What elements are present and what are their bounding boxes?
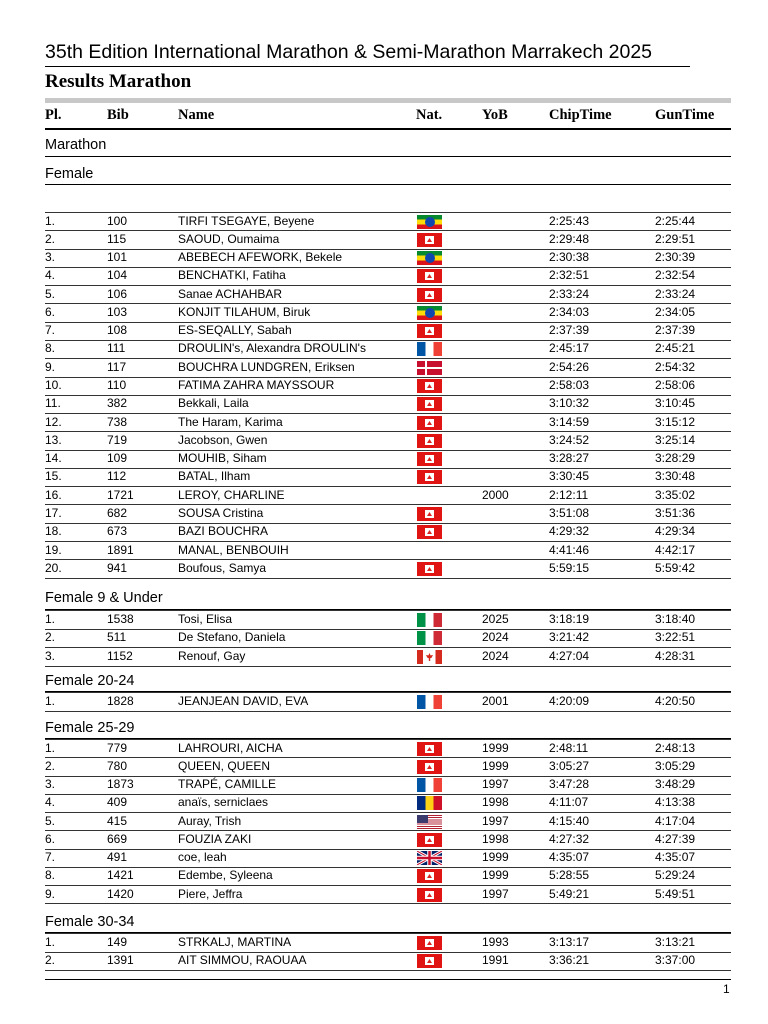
france-flag [417,778,442,792]
year-of-birth-cell: 1999 [482,850,509,864]
gun-time-cell: 3:05:29 [655,759,696,773]
athlete-name-cell: anaïs, serniclaes [178,795,269,809]
chip-time-cell: 4:15:40 [549,814,590,828]
chip-time-cell: 4:41:46 [549,543,590,557]
gun-time-cell: 3:51:36 [655,506,696,520]
athlete-name-cell: The Haram, Karima [178,415,283,429]
table-row-rule [45,504,731,505]
year-of-birth-cell: 2025 [482,612,509,626]
athlete-name-cell: BOUCHRA LUNDGREN, Eriksen [178,360,355,374]
morocco-flag [417,525,442,539]
athlete-name-cell: MOUHIB, Siham [178,451,267,465]
table-row-rule [45,340,731,341]
chip-time-cell: 5:59:15 [549,561,590,575]
athlete-name-cell: DROULIN's, Alexandra DROULIN's [178,341,366,355]
bib-cell: 719 [107,433,128,447]
chip-time-cell: 2:48:11 [549,741,589,755]
table-row-rule [45,578,731,579]
category-heading: Female 20-24 [45,673,135,689]
chip-time-cell: 4:11:07 [549,795,589,809]
table-row-rule [45,431,731,432]
table-row-rule [45,739,731,740]
column-header-bib: Bib [107,107,129,123]
gun-time-cell: 3:10:45 [655,396,696,410]
year-of-birth-cell: 1997 [482,814,509,828]
chip-time-cell: 2:25:43 [549,214,590,228]
table-row-rule [45,559,731,560]
athlete-name-cell: ES-SEQALLY, Sabah [178,323,292,337]
section-rule [45,156,731,157]
table-row-rule [45,812,731,813]
gun-time-cell: 2:45:21 [655,341,696,355]
bib-cell: 738 [107,415,128,429]
chip-time-cell: 2:58:03 [549,378,590,392]
category-heading: Female 9 & Under [45,590,163,606]
year-of-birth-cell: 1991 [482,953,509,967]
ethiopia-flag [417,215,442,229]
year-of-birth-cell: 1998 [482,795,509,809]
year-of-birth-cell: 1998 [482,832,509,846]
place-cell: 5. [45,814,56,828]
gun-time-cell: 2:33:24 [655,287,696,301]
morocco-flag [417,936,442,950]
athlete-name-cell: QUEEN, QUEEN [178,759,271,773]
table-row-rule [45,867,731,868]
gun-time-cell: 3:30:48 [655,469,696,483]
bib-cell: 673 [107,524,128,538]
chip-time-cell: 2:37:39 [549,323,590,337]
athlete-name-cell: TRAPÉ, CAMILLE [178,777,277,791]
chip-time-cell: 5:49:21 [549,887,590,901]
document-title: 35th Edition International Marathon & Semi-Marathon Marrakech 2025 [45,41,653,63]
morocco-flag [417,470,442,484]
bib-cell: 106 [107,287,128,301]
gun-time-cell: 4:20:50 [655,694,696,708]
chip-time-cell: 3:36:21 [549,953,590,967]
gun-time-cell: 4:42:17 [655,543,696,557]
athlete-name-cell: FATIMA ZAHRA MAYSSOUR [178,378,335,392]
athlete-name-cell: TIRFI TSEGAYE, Beyene [178,214,315,228]
chip-time-cell: 3:47:28 [549,777,590,791]
bib-cell: 1152 [107,649,133,663]
place-cell: 1. [45,612,56,626]
athlete-name-cell: BAZI BOUCHRA [178,524,269,538]
place-cell: 1. [45,935,56,949]
denmark-flag [417,361,442,375]
gun-time-cell: 3:22:51 [655,630,696,644]
bib-cell: 110 [107,378,127,392]
gun-time-cell: 5:59:42 [655,561,696,575]
place-cell: 9. [45,360,56,374]
gun-time-cell: 2:58:06 [655,378,696,392]
bib-cell: 117 [107,360,127,374]
table-row-rule [45,267,731,268]
column-header-rule [45,128,731,130]
column-header-year-of-birth: YoB [482,107,508,123]
table-row-rule [45,711,731,712]
athlete-name-cell: BENCHATKI, Fatiha [178,268,286,282]
table-row-rule [45,776,731,777]
table-row-rule [45,358,731,359]
gun-time-cell: 3:25:14 [655,433,696,447]
bib-cell: 682 [107,506,128,520]
place-cell: 16. [45,488,62,502]
chip-time-cell: 2:54:26 [549,360,590,374]
table-row-rule [45,610,731,611]
table-row-rule [45,249,731,250]
gun-time-cell: 4:29:34 [655,524,696,538]
place-cell: 3. [45,777,56,791]
year-of-birth-cell: 1997 [482,887,509,901]
chip-time-cell: 2:29:48 [549,232,590,246]
table-row-rule [45,541,731,542]
table-row-rule [45,523,731,524]
gun-time-cell: 2:25:44 [655,214,696,228]
place-cell: 11. [45,396,61,410]
gun-time-cell: 2:29:51 [655,232,696,246]
place-cell: 2. [45,759,56,773]
page-number: 1 [723,982,730,996]
place-cell: 10. [45,378,62,392]
gun-time-cell: 4:17:04 [655,814,696,828]
table-row-rule [45,468,731,469]
gun-time-cell: 5:29:24 [655,868,696,882]
category-heading: Female [45,166,94,182]
france-flag [417,695,442,709]
column-header-place: Pl. [45,107,62,123]
place-cell: 7. [45,850,56,864]
gun-time-cell: 3:48:29 [655,777,696,791]
table-row-rule [45,212,731,213]
table-row-rule [45,903,731,904]
bib-cell: 669 [107,832,128,846]
chip-time-cell: 3:30:45 [549,469,590,483]
chip-time-cell: 3:21:42 [549,630,590,644]
morocco-flag [417,379,442,393]
bib-cell: 115 [107,232,127,246]
table-row-rule [45,629,731,630]
athlete-name-cell: SOUSA Cristina [178,506,264,520]
chip-time-cell: 2:32:51 [549,268,590,282]
bib-cell: 100 [107,214,128,228]
morocco-flag [417,833,442,847]
column-header-nationality: Nat. [416,107,443,123]
year-of-birth-cell: 1993 [482,935,509,949]
morocco-flag [417,288,442,302]
morocco-flag [417,888,442,902]
year-of-birth-cell: 2000 [482,488,509,502]
bib-cell: 779 [107,741,128,755]
usa-flag [417,815,442,829]
place-cell: 4. [45,268,56,282]
chip-time-cell: 2:30:38 [549,250,590,264]
bib-cell: 382 [107,396,128,410]
morocco-flag [417,452,442,466]
athlete-name-cell: BATAL, Ilham [178,469,251,483]
bib-cell: 1538 [107,612,134,626]
chip-time-cell: 3:18:19 [549,612,590,626]
bib-cell: 511 [107,630,127,644]
table-row-rule [45,952,731,953]
place-cell: 9. [45,887,56,901]
gun-time-cell: 4:27:39 [655,832,696,846]
table-row-rule [45,377,731,378]
athlete-name-cell: FOUZIA ZAKI [178,832,252,846]
bib-cell: 491 [107,850,128,864]
place-cell: 6. [45,305,56,319]
bib-cell: 941 [107,561,128,575]
bib-cell: 149 [107,935,128,949]
morocco-flag [417,324,442,338]
morocco-flag [417,397,442,411]
gun-time-cell: 2:34:05 [655,305,696,319]
athlete-name-cell: AIT SIMMOU, RAOUAA [178,953,307,967]
place-cell: 12. [45,415,62,429]
gun-time-cell: 3:35:02 [655,488,696,502]
romania-flag [417,796,442,810]
table-row-rule [45,395,731,396]
bib-cell: 108 [107,323,128,337]
bib-cell: 1873 [107,777,134,791]
table-row-rule [45,849,731,850]
athlete-name-cell: Renouf, Gay [178,649,246,663]
bib-cell: 409 [107,795,128,809]
gun-time-cell: 5:49:51 [655,887,696,901]
footer-rule [45,979,731,980]
race-heading: Marathon [45,137,107,153]
gun-time-cell: 4:13:38 [655,795,696,809]
column-header-chip-time: ChipTime [549,107,612,123]
place-cell: 1. [45,694,56,708]
italy-flag [417,613,442,627]
ethiopia-flag [417,306,442,320]
morocco-flag [417,760,442,774]
place-cell: 3. [45,649,56,663]
table-row-rule [45,303,731,304]
table-row-rule [45,285,731,286]
place-cell: 15. [45,469,62,483]
chip-time-cell: 3:05:27 [549,759,590,773]
athlete-name-cell: Tosi, Elisa [178,612,233,626]
bib-cell: 101 [107,250,128,264]
athlete-name-cell: KONJIT TILAHUM, Biruk [178,305,311,319]
title-underline [45,66,690,67]
place-cell: 4. [45,795,56,809]
year-of-birth-cell: 1999 [482,741,509,755]
france-flag [417,342,442,356]
athlete-name-cell: Auray, Trish [178,814,242,828]
morocco-flag [417,416,442,430]
morocco-flag [417,954,442,968]
athlete-name-cell: MANAL, BENBOUIH [178,543,289,557]
morocco-flag [417,742,442,756]
gun-time-cell: 2:48:13 [655,741,696,755]
header-band [45,98,731,103]
place-cell: 13. [45,433,62,447]
chip-time-cell: 3:14:59 [549,415,590,429]
bib-cell: 112 [107,469,127,483]
table-row-rule [45,794,731,795]
table-row-rule [45,666,731,667]
athlete-name-cell: coe, leah [178,850,227,864]
table-row-rule [45,486,731,487]
bib-cell: 103 [107,305,128,319]
chip-time-cell: 5:28:55 [549,868,590,882]
athlete-name-cell: De Stefano, Daniela [178,630,286,644]
year-of-birth-cell: 2001 [482,694,509,708]
year-of-birth-cell: 1999 [482,759,509,773]
chip-time-cell: 3:28:27 [549,451,590,465]
bib-cell: 109 [107,451,128,465]
gun-time-cell: 3:15:12 [655,415,696,429]
athlete-name-cell: JEANJEAN DAVID, EVA [178,694,309,708]
column-header-gun-time: GunTime [655,107,715,123]
athlete-name-cell: Boufous, Samya [178,561,267,575]
morocco-flag [417,562,442,576]
year-of-birth-cell: 2024 [482,649,509,663]
chip-time-cell: 2:33:24 [549,287,590,301]
athlete-name-cell: Bekkali, Laila [178,396,249,410]
place-cell: 8. [45,341,56,355]
chip-time-cell: 4:29:32 [549,524,590,538]
canada-flag [417,650,442,664]
category-heading: Female 30-34 [45,914,135,930]
table-row-rule [45,757,731,758]
gun-time-cell: 2:32:54 [655,268,696,282]
table-row-rule [45,647,731,648]
category-heading: Female 25-29 [45,720,135,736]
morocco-flag [417,233,442,247]
chip-time-cell: 3:51:08 [549,506,590,520]
place-cell: 6. [45,832,56,846]
place-cell: 5. [45,287,56,301]
morocco-flag [417,507,442,521]
bib-cell: 1891 [107,543,134,557]
gun-time-cell: 3:18:40 [655,612,696,626]
place-cell: 2. [45,630,56,644]
table-row-rule [45,413,731,414]
chip-time-cell: 3:10:32 [549,396,590,410]
athlete-name-cell: STRKALJ, MARTINA [178,935,292,949]
chip-time-cell: 4:20:09 [549,694,590,708]
athlete-name-cell: SAOUD, Oumaima [178,232,280,246]
category-rule [45,184,731,185]
bib-cell: 1391 [107,953,134,967]
chip-time-cell: 3:13:17 [549,935,590,949]
place-cell: 14. [45,451,62,465]
uk-flag [417,851,442,865]
place-cell: 1. [45,214,56,228]
morocco-flag [417,869,442,883]
table-row-rule [45,692,731,693]
gun-time-cell: 2:37:39 [655,323,696,337]
bib-cell: 1828 [107,694,134,708]
bib-cell: 780 [107,759,128,773]
place-cell: 19. [45,543,62,557]
athlete-name-cell: LAHROURI, AICHA [178,741,283,755]
place-cell: 2. [45,953,56,967]
chip-time-cell: 3:24:52 [549,433,590,447]
results-heading: Results Marathon [45,71,192,92]
gun-time-cell: 3:28:29 [655,451,696,465]
chip-time-cell: 4:35:07 [549,850,590,864]
athlete-name-cell: Piere, Jeffra [178,887,243,901]
place-cell: 20. [45,561,62,575]
year-of-birth-cell: 2024 [482,630,509,644]
bib-cell: 1420 [107,887,134,901]
bib-cell: 415 [107,814,128,828]
year-of-birth-cell: 1997 [482,777,509,791]
athlete-name-cell: Edembe, Syleena [178,868,273,882]
place-cell: 1. [45,741,56,755]
table-row-rule [45,230,731,231]
athlete-name-cell: Jacobson, Gwen [178,433,268,447]
table-row-rule [45,450,731,451]
chip-time-cell: 2:12:11 [549,488,589,502]
table-row-rule [45,322,731,323]
italy-flag [417,631,442,645]
table-row-rule [45,970,731,971]
place-cell: 18. [45,524,62,538]
place-cell: 8. [45,868,56,882]
place-cell: 17. [45,506,62,520]
column-header-name: Name [178,107,215,123]
bib-cell: 1421 [107,868,134,882]
morocco-flag [417,269,442,283]
morocco-flag [417,434,442,448]
chip-time-cell: 4:27:04 [549,649,590,663]
gun-time-cell: 4:28:31 [655,649,696,663]
year-of-birth-cell: 1999 [482,868,509,882]
table-row-rule [45,933,731,934]
chip-time-cell: 2:34:03 [549,305,590,319]
gun-time-cell: 3:37:00 [655,953,696,967]
chip-time-cell: 4:27:32 [549,832,590,846]
place-cell: 2. [45,232,56,246]
chip-time-cell: 2:45:17 [549,341,590,355]
ethiopia-flag [417,251,442,265]
gun-time-cell: 4:35:07 [655,850,696,864]
athlete-name-cell: LEROY, CHARLINE [178,488,285,502]
gun-time-cell: 2:54:32 [655,360,696,374]
bib-cell: 104 [107,268,128,282]
gun-time-cell: 2:30:39 [655,250,696,264]
athlete-name-cell: ABEBECH AFEWORK, Bekele [178,250,343,264]
place-cell: 3. [45,250,56,264]
place-cell: 7. [45,323,56,337]
athlete-name-cell: Sanae ACHAHBAR [178,287,283,301]
bib-cell: 111 [107,341,126,355]
table-row-rule [45,885,731,886]
table-row-rule [45,830,731,831]
gun-time-cell: 3:13:21 [655,935,696,949]
bib-cell: 1721 [107,488,134,502]
